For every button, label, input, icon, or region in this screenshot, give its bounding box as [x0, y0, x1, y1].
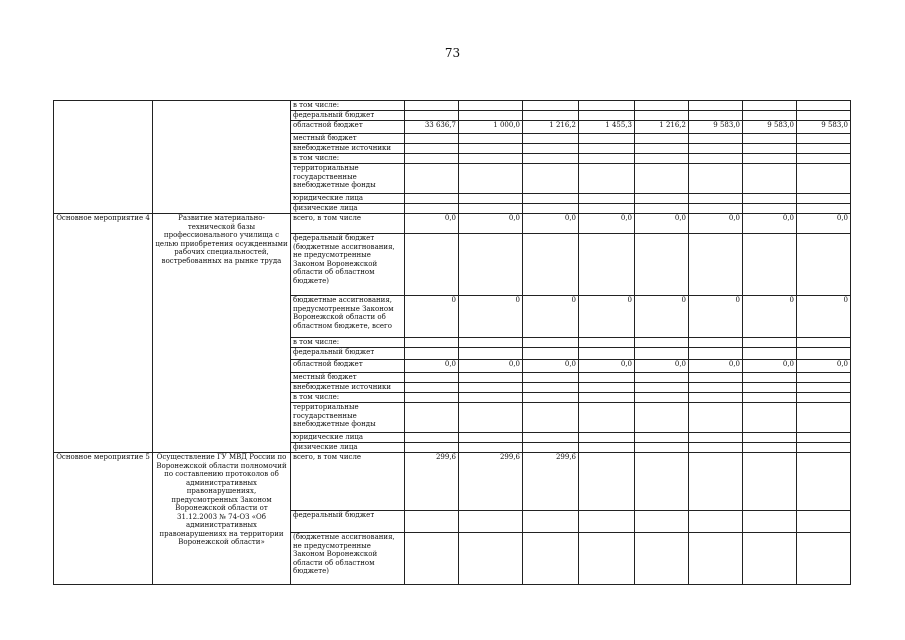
funding-source-label: внебюджетные источники	[291, 144, 405, 154]
amount-cell	[797, 533, 851, 585]
amount-cell	[523, 393, 579, 403]
amount-cell	[797, 204, 851, 214]
amount-cell	[689, 154, 743, 164]
amount-cell	[523, 194, 579, 204]
amount-cell	[797, 144, 851, 154]
amount-cell	[523, 533, 579, 585]
amount-cell	[689, 134, 743, 144]
amount-cell	[579, 393, 635, 403]
amount-cell: 0	[743, 296, 797, 338]
amount-cell	[459, 194, 523, 204]
amount-cell	[579, 204, 635, 214]
amount-cell	[579, 194, 635, 204]
amount-cell	[459, 443, 523, 453]
amount-cell	[405, 144, 459, 154]
amount-cell	[635, 433, 689, 443]
amount-cell	[635, 204, 689, 214]
amount-cell	[405, 194, 459, 204]
amount-cell	[743, 164, 797, 194]
funding-source-label: в том числе:	[291, 393, 405, 403]
amount-cell: 0	[579, 296, 635, 338]
amount-cell	[405, 164, 459, 194]
amount-cell: 0,0	[743, 214, 797, 234]
amount-cell	[797, 403, 851, 433]
amount-cell	[405, 111, 459, 121]
amount-cell: 0,0	[579, 214, 635, 234]
funding-source-label: бюджетные ассигнования, предусмотренные Законом Воронежской области об областном бюджете, всего	[291, 296, 405, 338]
amount-cell	[635, 154, 689, 164]
activity-name-cell	[54, 101, 153, 214]
amount-cell	[635, 373, 689, 383]
funding-source-label: юридические лица	[291, 194, 405, 204]
budget-table	[53, 100, 851, 585]
amount-cell	[743, 348, 797, 360]
amount-cell	[743, 234, 797, 296]
amount-cell	[797, 164, 851, 194]
amount-cell	[797, 134, 851, 144]
amount-cell: 0	[689, 296, 743, 338]
amount-cell	[459, 373, 523, 383]
amount-cell	[523, 144, 579, 154]
amount-cell	[635, 511, 689, 533]
amount-cell	[523, 134, 579, 144]
amount-cell	[459, 134, 523, 144]
amount-cell	[579, 234, 635, 296]
amount-cell	[689, 393, 743, 403]
amount-cell: 0,0	[635, 214, 689, 234]
amount-cell	[579, 383, 635, 393]
amount-cell	[405, 383, 459, 393]
amount-cell	[743, 338, 797, 348]
amount-cell	[579, 134, 635, 144]
funding-source-label: внебюджетные источники	[291, 383, 405, 393]
funding-source-label: физические лица	[291, 443, 405, 453]
amount-cell	[797, 194, 851, 204]
amount-cell	[579, 338, 635, 348]
amount-cell	[405, 204, 459, 214]
amount-cell	[689, 453, 743, 511]
amount-cell: 299,6	[523, 453, 579, 511]
amount-cell	[689, 348, 743, 360]
amount-cell: 33 636,7	[405, 121, 459, 134]
amount-cell	[689, 338, 743, 348]
amount-cell	[635, 134, 689, 144]
amount-cell: 299,6	[459, 453, 523, 511]
amount-cell	[797, 111, 851, 121]
amount-cell	[405, 403, 459, 433]
amount-cell	[523, 511, 579, 533]
amount-cell	[405, 154, 459, 164]
amount-cell: 0,0	[459, 214, 523, 234]
amount-cell	[743, 533, 797, 585]
amount-cell	[689, 111, 743, 121]
amount-cell	[579, 101, 635, 111]
amount-cell	[689, 383, 743, 393]
amount-cell	[579, 373, 635, 383]
amount-cell	[579, 403, 635, 433]
activity-name-cell: Основное мероприятие 5	[54, 453, 153, 585]
amount-cell	[579, 453, 635, 511]
funding-source-label: областной бюджет	[291, 121, 405, 134]
amount-cell	[523, 403, 579, 433]
amount-cell	[743, 154, 797, 164]
amount-cell	[689, 101, 743, 111]
amount-cell	[405, 338, 459, 348]
amount-cell	[743, 511, 797, 533]
amount-cell	[797, 511, 851, 533]
amount-cell: 0,0	[743, 360, 797, 373]
amount-cell	[689, 433, 743, 443]
amount-cell: 299,6	[405, 453, 459, 511]
amount-cell: 1 455,3	[579, 121, 635, 134]
amount-cell	[579, 348, 635, 360]
amount-cell	[635, 338, 689, 348]
amount-cell	[635, 111, 689, 121]
amount-cell	[523, 338, 579, 348]
amount-cell: 0,0	[797, 360, 851, 373]
funding-source-label: территориальные государственные внебюджетные фонды	[291, 164, 405, 194]
amount-cell	[689, 443, 743, 453]
amount-cell	[459, 101, 523, 111]
amount-cell	[579, 433, 635, 443]
funding-source-label: юридические лица	[291, 433, 405, 443]
amount-cell: 1 216,2	[523, 121, 579, 134]
funding-source-label: территориальные государственные внебюджетные фонды	[291, 403, 405, 433]
amount-cell	[459, 111, 523, 121]
amount-cell	[523, 164, 579, 194]
funding-source-label: физические лица	[291, 204, 405, 214]
amount-cell	[689, 511, 743, 533]
amount-cell	[635, 383, 689, 393]
amount-cell	[523, 373, 579, 383]
amount-cell	[743, 111, 797, 121]
amount-cell	[579, 154, 635, 164]
amount-cell	[797, 383, 851, 393]
amount-cell: 1 216,2	[635, 121, 689, 134]
budget-table-body	[54, 101, 851, 585]
amount-cell: 0,0	[797, 214, 851, 234]
amount-cell: 0,0	[523, 214, 579, 234]
activity-description-cell: Развитие материально-технической базы профессионального училища с целью приобретения осужденными рабочих специальностей, востребованных на рынке труда	[153, 214, 291, 453]
amount-cell	[405, 533, 459, 585]
amount-cell	[743, 383, 797, 393]
amount-cell	[405, 101, 459, 111]
page-number: 73	[444, 46, 461, 60]
amount-cell	[743, 134, 797, 144]
funding-source-label: всего, в том числе	[291, 214, 405, 234]
amount-cell	[797, 101, 851, 111]
amount-cell	[797, 154, 851, 164]
amount-cell	[523, 234, 579, 296]
funding-source-label: федеральный бюджет	[291, 348, 405, 360]
amount-cell	[459, 511, 523, 533]
amount-cell	[405, 134, 459, 144]
amount-cell	[523, 443, 579, 453]
amount-cell	[797, 234, 851, 296]
amount-cell	[743, 393, 797, 403]
amount-cell	[797, 393, 851, 403]
amount-cell	[523, 383, 579, 393]
amount-cell	[579, 144, 635, 154]
amount-cell	[743, 204, 797, 214]
amount-cell	[405, 373, 459, 383]
amount-cell	[689, 194, 743, 204]
amount-cell	[405, 511, 459, 533]
amount-cell: 1 000,0	[459, 121, 523, 134]
funding-source-label: всего, в том числе	[291, 453, 405, 511]
amount-cell: 0,0	[635, 360, 689, 373]
amount-cell	[743, 194, 797, 204]
amount-cell	[689, 403, 743, 433]
amount-cell: 0,0	[689, 360, 743, 373]
amount-cell	[405, 393, 459, 403]
funding-source-label: областной бюджет	[291, 360, 405, 373]
amount-cell	[523, 433, 579, 443]
amount-cell	[523, 154, 579, 164]
amount-cell	[797, 338, 851, 348]
activity-description-cell	[153, 101, 291, 214]
amount-cell	[459, 154, 523, 164]
amount-cell	[635, 101, 689, 111]
amount-cell	[635, 144, 689, 154]
table-row	[54, 214, 851, 234]
amount-cell	[635, 403, 689, 433]
amount-cell: 0,0	[459, 360, 523, 373]
amount-cell	[459, 403, 523, 433]
amount-cell	[459, 204, 523, 214]
amount-cell: 9 583,0	[689, 121, 743, 134]
amount-cell: 0,0	[405, 360, 459, 373]
funding-source-label: местный бюджет	[291, 373, 405, 383]
funding-source-label: федеральный бюджет (бюджетные ассигнования, не предусмотренные Законом Воронежской области об областном бюджете)	[291, 234, 405, 296]
amount-cell	[405, 234, 459, 296]
amount-cell	[689, 164, 743, 194]
amount-cell	[579, 443, 635, 453]
amount-cell: 0	[523, 296, 579, 338]
amount-cell: 0,0	[579, 360, 635, 373]
amount-cell	[689, 204, 743, 214]
amount-cell	[689, 373, 743, 383]
amount-cell	[797, 453, 851, 511]
amount-cell: 0	[459, 296, 523, 338]
amount-cell	[743, 453, 797, 511]
amount-cell: 0	[405, 296, 459, 338]
amount-cell	[635, 443, 689, 453]
amount-cell	[635, 393, 689, 403]
amount-cell	[635, 453, 689, 511]
amount-cell	[579, 164, 635, 194]
amount-cell: 9 583,0	[797, 121, 851, 134]
amount-cell	[797, 443, 851, 453]
amount-cell: 0,0	[689, 214, 743, 234]
amount-cell	[743, 144, 797, 154]
amount-cell	[459, 393, 523, 403]
table-row	[54, 101, 851, 111]
amount-cell: 0,0	[523, 360, 579, 373]
amount-cell	[459, 338, 523, 348]
amount-cell	[743, 403, 797, 433]
amount-cell	[635, 164, 689, 194]
amount-cell	[459, 144, 523, 154]
funding-source-label: в том числе:	[291, 338, 405, 348]
amount-cell	[635, 533, 689, 585]
amount-cell	[635, 348, 689, 360]
amount-cell	[797, 348, 851, 360]
amount-cell	[523, 101, 579, 111]
amount-cell: 9 583,0	[743, 121, 797, 134]
amount-cell	[459, 533, 523, 585]
amount-cell: 0	[635, 296, 689, 338]
amount-cell: 0	[797, 296, 851, 338]
amount-cell	[405, 443, 459, 453]
amount-cell	[523, 111, 579, 121]
amount-cell	[743, 433, 797, 443]
amount-cell	[743, 443, 797, 453]
amount-cell	[579, 533, 635, 585]
amount-cell	[635, 194, 689, 204]
funding-source-label: федеральный бюджет	[291, 511, 405, 533]
amount-cell	[689, 234, 743, 296]
amount-cell	[459, 164, 523, 194]
amount-cell	[459, 348, 523, 360]
amount-cell	[523, 348, 579, 360]
amount-cell	[459, 234, 523, 296]
activity-name-cell: Основное мероприятие 4	[54, 214, 153, 453]
table-row	[54, 453, 851, 511]
amount-cell	[689, 144, 743, 154]
funding-source-label: в том числе:	[291, 101, 405, 111]
amount-cell	[797, 433, 851, 443]
amount-cell	[743, 101, 797, 111]
amount-cell: 0,0	[405, 214, 459, 234]
amount-cell	[579, 111, 635, 121]
amount-cell	[579, 511, 635, 533]
activity-description-cell: Осуществление ГУ МВД России по Воронежской области полномочий по составлению протоколов об административных правонарушениях, предусмотренных Законом Воронежской области от 31.12.2003 № 74-ОЗ «Об административных правонарушениях на территории Воронежской области»	[153, 453, 291, 585]
amount-cell	[405, 348, 459, 360]
funding-source-label: местный бюджет	[291, 134, 405, 144]
amount-cell	[797, 373, 851, 383]
amount-cell	[689, 533, 743, 585]
funding-source-label: в том числе:	[291, 154, 405, 164]
amount-cell	[635, 234, 689, 296]
amount-cell	[459, 433, 523, 443]
funding-source-label: федеральный бюджет	[291, 111, 405, 121]
amount-cell	[459, 383, 523, 393]
amount-cell	[405, 433, 459, 443]
amount-cell	[743, 373, 797, 383]
amount-cell	[523, 204, 579, 214]
funding-source-label: (бюджетные ассигнования, не предусмотренные Законом Воронежской области об областном бюджете)	[291, 533, 405, 585]
